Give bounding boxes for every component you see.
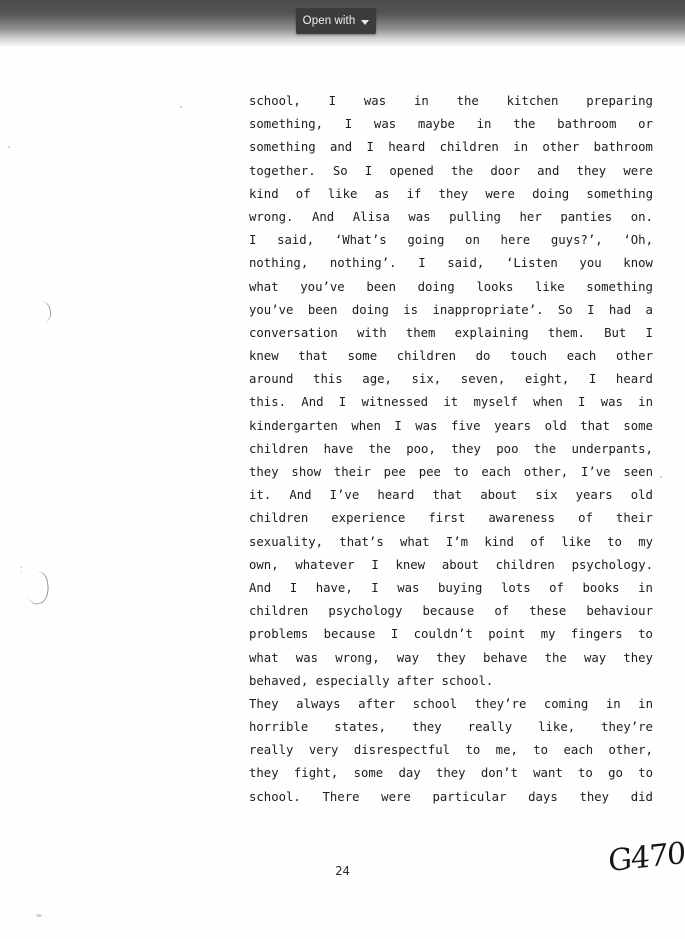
transcript-word: nothing’. <box>329 256 397 271</box>
transcript-word: been <box>307 302 338 317</box>
open-with-label: Open with <box>302 15 356 27</box>
transcript-word: going <box>407 233 445 248</box>
transcript-word: they <box>436 650 466 665</box>
transcript-word: after <box>358 696 396 711</box>
transcript-word: were <box>381 789 411 804</box>
transcript-word: pee <box>383 465 406 479</box>
transcript-word: these <box>529 604 567 619</box>
transcript-word: here <box>500 233 531 248</box>
transcript-word: of <box>578 511 593 526</box>
transcript-word: knew <box>395 557 426 572</box>
transcript-word: I <box>344 117 353 132</box>
transcript-text <box>249 90 653 809</box>
transcript-word: the <box>513 117 536 132</box>
transcript-word: old <box>630 488 653 503</box>
scan-speckle <box>180 106 182 108</box>
transcript-word: states, <box>334 720 387 735</box>
transcript-word: day <box>398 766 421 781</box>
transcript-word: way <box>583 650 607 665</box>
transcript-word: door <box>490 163 520 178</box>
transcript-word: on. <box>630 209 653 224</box>
transcript-line <box>249 183 653 206</box>
transcript-word: was <box>363 94 387 108</box>
transcript-word: they <box>623 650 653 665</box>
transcript-word: they <box>249 465 279 479</box>
transcript-word: pee <box>418 465 441 479</box>
transcript-word: my <box>540 627 556 642</box>
transcript-word: what <box>249 279 279 294</box>
transcript-word: said, <box>277 233 315 248</box>
transcript-word: the <box>544 650 567 665</box>
transcript-line <box>249 438 653 461</box>
exhibit-stamp: G470 <box>608 835 685 880</box>
transcript-word: behaviour <box>586 604 653 619</box>
transcript-word: days <box>528 789 558 804</box>
transcript-line <box>249 415 653 438</box>
transcript-word: bathroom <box>557 117 617 132</box>
transcript-word: what <box>249 650 279 665</box>
transcript-word: fight, <box>293 766 339 781</box>
transcript-word: something, <box>249 117 324 132</box>
transcript-line: behaved, especially after school. <box>249 673 494 688</box>
transcript-word: know <box>623 256 653 271</box>
transcript-word: fingers <box>570 627 623 642</box>
transcript-word: the <box>456 94 479 108</box>
transcript-word: in <box>638 395 653 410</box>
transcript-word: ‘Listen <box>505 256 558 271</box>
transcript-word: on <box>465 233 480 248</box>
transcript-word: to <box>533 743 549 758</box>
transcript-word: I <box>328 94 337 108</box>
transcript-line <box>249 276 653 299</box>
transcript-word: with <box>357 325 387 340</box>
transcript-word: something <box>249 140 316 155</box>
transcript-word: particular <box>432 789 507 804</box>
transcript-word: they <box>438 186 469 201</box>
transcript-word: maybe <box>417 117 455 132</box>
transcript-word: to <box>578 766 593 781</box>
transcript-word: wrong. <box>249 209 294 224</box>
transcript-word: kind <box>249 186 279 201</box>
transcript-word: show <box>291 465 322 479</box>
transcript-word: inappropriate’. <box>432 302 544 317</box>
transcript-word: you’ve <box>300 279 345 294</box>
transcript-word: was <box>600 395 623 410</box>
transcript-line <box>249 391 653 414</box>
transcript-word: something <box>586 186 653 201</box>
transcript-word: I <box>249 233 257 248</box>
transcript-word: heard <box>377 488 415 503</box>
transcript-word: age, <box>362 372 392 387</box>
transcript-line <box>249 299 653 322</box>
transcript-word: something <box>586 279 653 294</box>
transcript-line <box>249 113 653 136</box>
transcript-word: and <box>537 163 560 178</box>
scan-speckle <box>36 914 42 917</box>
transcript-word: go <box>608 766 623 781</box>
transcript-word: conversation <box>249 325 338 340</box>
transcript-word: to <box>607 534 622 549</box>
transcript-word: old <box>544 418 567 433</box>
transcript-word: like <box>561 534 591 549</box>
transcript-word: doing <box>417 279 455 294</box>
transcript-word: kindergarten <box>249 418 338 433</box>
transcript-word: what <box>399 534 430 549</box>
transcript-word: of <box>494 604 510 619</box>
transcript-word: touch <box>510 349 548 364</box>
transcript-word: I <box>289 580 298 595</box>
transcript-word: school. <box>249 789 301 804</box>
transcript-word: books <box>582 580 620 595</box>
transcript-word: as <box>374 186 390 201</box>
transcript-word: whatever <box>295 557 355 572</box>
transcript-line <box>249 623 653 646</box>
transcript-word: each <box>563 743 594 758</box>
transcript-word: of <box>530 534 545 549</box>
transcript-word: they <box>451 441 481 456</box>
transcript-word: other <box>615 349 653 364</box>
transcript-line <box>249 160 653 183</box>
transcript-word: doing <box>532 186 570 201</box>
transcript-word: looks <box>476 279 514 294</box>
transcript-word: eight, <box>524 372 570 387</box>
margin-pen-mark <box>35 300 53 324</box>
transcript-word: have <box>323 441 354 456</box>
transcript-word: it. <box>249 488 272 503</box>
transcript-word: my <box>638 534 653 549</box>
transcript-word: or <box>638 117 653 132</box>
transcript-word: school <box>412 696 458 711</box>
transcript-word: children <box>396 349 456 364</box>
margin-speckle: : <box>20 564 24 574</box>
transcript-word: explaining <box>454 325 529 340</box>
transcript-line <box>249 647 653 670</box>
transcript-word: psychology. <box>571 557 653 572</box>
transcript-word: doing <box>351 302 389 317</box>
transcript-word: And <box>311 209 335 224</box>
transcript-word: you’ve <box>249 302 294 317</box>
transcript-word: did <box>630 789 653 804</box>
transcript-word: buying <box>438 580 483 595</box>
transcript-word: knew <box>249 349 279 364</box>
transcript-word: school, <box>249 94 301 108</box>
page-number: 24 <box>335 864 350 878</box>
transcript-word: sexuality, <box>249 534 324 549</box>
transcript-word: they’re <box>601 720 653 735</box>
transcript-word: if <box>406 186 422 201</box>
transcript-word: some <box>623 418 653 433</box>
transcript-word: I <box>588 372 597 387</box>
transcript-word: bathroom <box>593 140 653 155</box>
transcript-line <box>249 531 653 554</box>
transcript-word: And <box>289 488 312 503</box>
transcript-word: preparing <box>586 94 653 108</box>
transcript-word: seen <box>623 465 653 479</box>
transcript-word: underpants, <box>571 441 653 456</box>
transcript-word: children <box>249 511 309 526</box>
transcript-word: awareness <box>488 511 556 526</box>
transcript-word: in <box>638 580 653 595</box>
scan-speckle <box>8 146 10 148</box>
transcript-word: each <box>566 349 597 364</box>
transcript-word: So <box>332 163 348 178</box>
transcript-word: I <box>371 580 379 595</box>
transcript-word: coming <box>543 696 589 711</box>
transcript-word: I <box>338 395 347 410</box>
transcript-word: experience <box>331 511 406 526</box>
transcript-line <box>249 252 653 275</box>
transcript-word: psychology <box>328 604 403 619</box>
transcript-word: like <box>327 186 358 201</box>
transcript-word: problems <box>249 627 309 642</box>
transcript-word: kitchen <box>506 94 559 108</box>
transcript-word: years <box>494 418 532 433</box>
transcript-word: was <box>408 209 431 224</box>
transcript-line <box>249 762 653 785</box>
transcript-word: they <box>249 766 279 781</box>
transcript-word: I <box>418 256 426 271</box>
transcript-word: other, <box>523 465 569 479</box>
transcript-word: first <box>428 511 466 526</box>
transcript-word: that <box>432 488 463 503</box>
transcript-word: was <box>373 117 397 132</box>
transcript-word: in <box>476 117 492 132</box>
transcript-word: I <box>394 418 402 433</box>
transcript-word: to <box>638 627 653 642</box>
transcript-word: some <box>353 766 384 781</box>
transcript-line <box>249 600 653 623</box>
transcript-word: it <box>443 395 459 410</box>
transcript-word: the <box>533 441 557 456</box>
transcript-word: that <box>298 349 328 364</box>
transcript-word: the <box>450 163 474 178</box>
transcript-word: in <box>513 140 528 155</box>
transcript-word: each <box>481 465 511 479</box>
transcript-word: horrible <box>249 720 309 735</box>
transcript-word: of <box>549 580 564 595</box>
transcript-word: I <box>578 395 586 410</box>
transcript-word: panties <box>560 209 613 224</box>
transcript-word: myself <box>473 395 518 410</box>
transcript-line <box>249 368 653 391</box>
transcript-word: like, <box>538 720 576 735</box>
transcript-word: other, <box>608 743 653 758</box>
transcript-word: children <box>249 441 309 456</box>
transcript-word: other <box>542 140 580 155</box>
transcript-line <box>249 693 653 716</box>
transcript-line <box>249 507 653 530</box>
transcript-word: opened <box>389 163 434 178</box>
transcript-word: they <box>579 789 610 804</box>
transcript-word: her <box>519 209 542 224</box>
transcript-word: heard <box>388 140 426 155</box>
transcript-word: Alisa <box>352 209 390 224</box>
transcript-word: were <box>623 163 653 178</box>
transcript-word: really <box>249 743 294 758</box>
margin-pen-mark <box>23 569 52 606</box>
transcript-word: disrespectful <box>353 743 451 758</box>
transcript-word: really <box>467 720 513 735</box>
transcript-word: were <box>485 186 515 201</box>
transcript-word: I’m <box>445 534 469 549</box>
transcript-line <box>249 136 653 159</box>
transcript-word: that <box>580 418 610 433</box>
transcript-word: guys?’, <box>550 233 603 248</box>
transcript-word: when <box>533 395 563 410</box>
transcript-word: in <box>413 94 429 108</box>
transcript-line <box>249 461 653 484</box>
transcript-word: six <box>535 488 558 503</box>
transcript-word: I <box>587 302 595 317</box>
transcript-word: ‘Oh, <box>623 233 653 248</box>
transcript-word: children <box>439 140 499 155</box>
transcript-word: was <box>295 650 319 665</box>
transcript-word: do <box>475 349 491 364</box>
transcript-word: five <box>450 418 481 433</box>
transcript-word: seven, <box>460 372 506 387</box>
transcript-line <box>249 739 653 762</box>
document-viewer-toolbar <box>0 0 685 46</box>
transcript-word: have, <box>315 580 353 595</box>
transcript-word: around <box>249 372 294 387</box>
transcript-word: heard <box>615 372 653 387</box>
transcript-word: been <box>366 279 396 294</box>
transcript-word: There <box>322 789 360 804</box>
transcript-word: They <box>249 696 279 711</box>
transcript-word: and <box>329 140 353 155</box>
transcript-line <box>249 229 653 252</box>
transcript-line <box>249 786 653 809</box>
transcript-word: own, <box>249 557 279 572</box>
transcript-word: me, <box>495 743 518 758</box>
transcript-word: they <box>412 720 442 735</box>
transcript-line <box>249 90 653 113</box>
transcript-word: I’ve <box>329 488 360 503</box>
transcript-word: they <box>435 766 466 781</box>
transcript-word: I <box>364 163 373 178</box>
transcript-word: kind <box>484 534 514 549</box>
transcript-word: pulling <box>449 209 501 224</box>
transcript-line <box>249 322 653 345</box>
transcript-word: behave <box>482 650 528 665</box>
transcript-word: couldn’t <box>413 627 473 642</box>
transcript-word: when <box>351 418 381 433</box>
transcript-word: lots <box>500 580 531 595</box>
transcript-word: way <box>396 650 419 665</box>
transcript-word: to <box>453 465 469 479</box>
transcript-word: some <box>347 349 378 364</box>
transcript-word: want <box>533 766 563 781</box>
transcript-word: a <box>645 302 653 317</box>
transcript-word: children <box>495 557 555 572</box>
transcript-word: poo, <box>406 441 436 456</box>
transcript-word: witnessed <box>361 395 429 410</box>
transcript-word: children <box>249 604 309 619</box>
transcript-line <box>249 484 653 507</box>
chevron-down-icon <box>361 20 369 25</box>
transcript-word: I <box>645 325 653 340</box>
transcript-word: in <box>638 696 653 711</box>
transcript-word: because <box>323 627 376 642</box>
transcript-word: I’ve <box>580 465 611 479</box>
transcript-word: to <box>638 766 653 781</box>
transcript-word: together. <box>249 163 316 178</box>
transcript-word: this <box>313 372 343 387</box>
transcript-word: was <box>415 418 438 433</box>
transcript-word: So <box>557 302 573 317</box>
transcript-word: about <box>480 488 518 503</box>
transcript-word: always <box>296 696 341 711</box>
transcript-word: had <box>608 302 632 317</box>
transcript-word: I <box>390 627 399 642</box>
transcript-word: about <box>441 557 479 572</box>
transcript-word: in <box>605 696 621 711</box>
scanned-page <box>0 46 685 939</box>
transcript-word: you <box>579 256 602 271</box>
transcript-word: wrong, <box>335 650 380 665</box>
transcript-word: their <box>615 511 653 526</box>
open-with-button[interactable] <box>296 8 376 34</box>
transcript-line <box>249 345 653 368</box>
transcript-word: them. <box>547 325 585 340</box>
transcript-line <box>249 716 653 739</box>
transcript-word: to <box>465 743 481 758</box>
transcript-word: poo <box>496 441 519 456</box>
transcript-word: the <box>368 441 391 456</box>
transcript-word: And <box>249 580 272 595</box>
transcript-word: don’t <box>480 766 518 781</box>
transcript-word: like <box>535 279 565 294</box>
transcript-word: point <box>488 627 526 642</box>
transcript-word: because <box>422 604 475 619</box>
transcript-word: But <box>604 325 627 340</box>
transcript-word: said, <box>447 256 485 271</box>
transcript-word: six, <box>411 372 442 387</box>
transcript-word: their <box>333 465 371 479</box>
transcript-word: very <box>308 743 339 758</box>
transcript-word: nothing, <box>249 256 309 271</box>
transcript-word: this. <box>249 395 287 410</box>
transcript-word: was <box>397 580 420 595</box>
transcript-word: And <box>301 395 324 410</box>
transcript-line <box>249 554 653 577</box>
transcript-line <box>249 577 653 600</box>
transcript-word: years <box>575 488 613 503</box>
transcript-word: them <box>405 325 436 340</box>
transcript-word: they’re <box>474 696 527 711</box>
transcript-word: of <box>295 186 311 201</box>
transcript-word: I <box>371 557 379 572</box>
transcript-word: ‘What’s <box>334 233 387 248</box>
transcript-word: I <box>366 140 374 155</box>
transcript-word: they <box>576 163 607 178</box>
transcript-word: is <box>403 302 419 317</box>
scan-speckle <box>660 476 662 478</box>
transcript-line <box>249 206 653 229</box>
transcript-word: that’s <box>339 534 384 549</box>
